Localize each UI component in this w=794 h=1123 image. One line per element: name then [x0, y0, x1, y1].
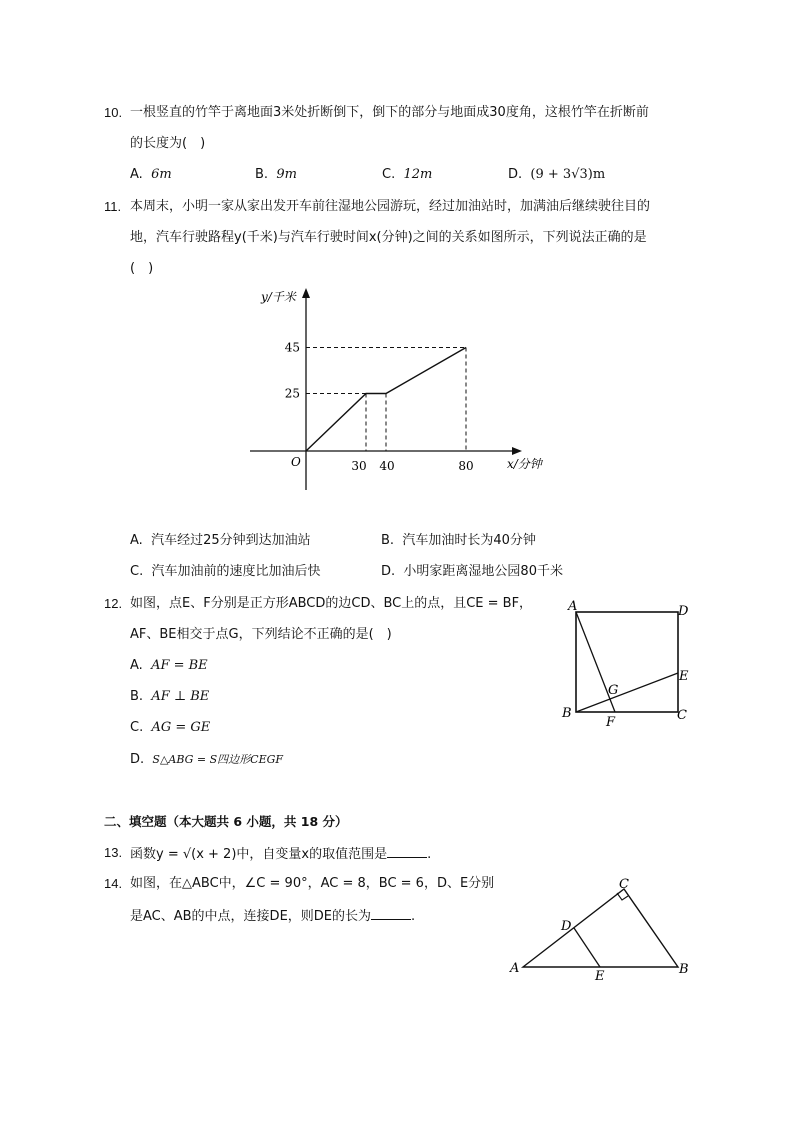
- label-f: F: [606, 715, 616, 730]
- x-axis-label: x/分钟: [507, 457, 542, 471]
- label-c: C: [619, 877, 629, 892]
- q12-option-d-label: D.: [130, 752, 145, 767]
- distance-time-chart: [240, 280, 560, 505]
- q11-text-line2: 地，汽车行驶路程y(千米)与汽车行驶时间x(分钟)之间的关系如图所示，下列说法正确的是: [130, 230, 647, 245]
- q11-option-a-label: A.: [130, 533, 143, 548]
- q13-answer-blank[interactable]: [387, 845, 427, 858]
- triangle-figure: [505, 872, 705, 984]
- q11-option-c-text: 汽车加油前的速度比加油后快: [151, 564, 321, 579]
- q11-option-c: [130, 564, 321, 580]
- x-tick-label: 30: [351, 459, 367, 473]
- segment-be: [576, 673, 678, 712]
- q12-option-a: [130, 658, 208, 674]
- section-title: 二、填空题（本大题共 6 小题，共 18 分）: [104, 814, 348, 829]
- q10-option-a-label: A.: [130, 167, 143, 182]
- y-axis-label: y/千米: [261, 290, 296, 304]
- q12-option-c-text: AG = GE: [151, 720, 211, 735]
- q10-option-d-text: (9 + 3√3)m: [530, 167, 606, 182]
- origin-label: O: [291, 455, 301, 469]
- q14-text-line2-before: 是AC、AB的中点，连接DE，则DE的长为: [130, 909, 372, 924]
- q11-option-b-text: 汽车加油时长为40分钟: [402, 533, 536, 548]
- q10-text-line2: 的长度为( ): [130, 136, 206, 151]
- q12-option-b-text: AF ⊥ BE: [151, 689, 210, 704]
- q11-text-line3: ( ): [130, 261, 154, 276]
- q13-text-after: .: [427, 847, 432, 862]
- q13-text: [130, 845, 431, 863]
- label-e: E: [595, 969, 605, 984]
- label-d: D: [678, 604, 689, 619]
- square-abcd: [576, 612, 678, 712]
- label-a: A: [568, 599, 578, 614]
- q11-number: 11.: [104, 199, 122, 214]
- q10-option-c-text: 12m: [403, 167, 433, 182]
- q11-option-d-text: 小明家距离湿地公园80千米: [403, 564, 563, 579]
- q12-option-d: [130, 752, 283, 768]
- triangle-abc: [523, 889, 678, 967]
- x-axis-arrow: [512, 447, 522, 455]
- q12-text-line1: 如图，点E、F分别是正方形ABCD的边CD、BC上的点，且CE = BF，: [130, 596, 533, 611]
- q10-option-a-text: 6m: [151, 167, 172, 182]
- q10-option-c-label: C.: [382, 167, 396, 182]
- q11-option-b: [381, 533, 536, 549]
- label-a: A: [510, 961, 520, 976]
- q11-text-line1: 本周末，小明一家从家出发开车前往湿地公园游玩，经过加油站时，加满油后继续驶往目的: [130, 199, 651, 214]
- q14-answer-blank[interactable]: [371, 907, 411, 920]
- q11-option-a-text: 汽车经过25分钟到达加油站: [151, 533, 311, 548]
- q10-option-b-label: B.: [255, 167, 269, 182]
- q12-option-a-label: A.: [130, 658, 143, 673]
- q10-option-b-text: 9m: [276, 167, 297, 182]
- label-b: B: [679, 962, 689, 977]
- q13-number: 13.: [104, 845, 123, 860]
- label-c: C: [677, 708, 687, 723]
- q10-text-line1: 一根竖直的竹竿于离地面3米处折断倒下，倒下的部分与地面成30度角，这根竹竿在折断前: [130, 105, 649, 120]
- segment-de: [574, 928, 600, 967]
- q12-option-c: [130, 720, 210, 736]
- q10-option-a: [130, 167, 172, 183]
- q11-option-b-label: B.: [381, 533, 395, 548]
- q12-option-d-text: S△ABG = S四边形CEGF: [152, 753, 284, 766]
- x-tick-label: 80: [458, 459, 474, 473]
- label-b: B: [562, 706, 572, 721]
- y-tick-label: 45: [284, 340, 300, 355]
- q12-option-b-label: B.: [130, 689, 144, 704]
- label-g: G: [608, 683, 619, 698]
- q11-option-a: [130, 533, 311, 549]
- y-axis-arrow: [302, 288, 310, 298]
- x-tick-label: 40: [379, 459, 395, 473]
- q11-option-d-label: D.: [381, 564, 396, 579]
- q10-option-b: [255, 167, 297, 183]
- label-d: D: [561, 919, 572, 934]
- q12-number: 12.: [104, 596, 123, 611]
- q12-option-b: [130, 689, 209, 705]
- q12-text-line2: AF、BE相交于点G，下列结论不正确的是( ): [130, 627, 392, 642]
- right-angle-mark: [617, 893, 628, 900]
- q14-text-line1: 如图，在△ABC中，∠C = 90°，AC = 8，BC = 6，D、E分别: [130, 876, 495, 891]
- q12-option-c-label: C.: [130, 720, 144, 735]
- q11-option-d: [381, 564, 563, 580]
- q14-text-line2-after: .: [411, 909, 416, 924]
- q14-text-line2: [130, 907, 415, 925]
- q14-number: 14.: [104, 876, 123, 891]
- q12-option-a-text: AF = BE: [151, 658, 208, 673]
- q10-option-c: [382, 167, 432, 183]
- label-e: E: [679, 669, 689, 684]
- q10-option-d: [508, 167, 605, 183]
- q10-number: 10.: [104, 105, 123, 120]
- series-line: [306, 348, 466, 452]
- square-figure: [555, 595, 705, 730]
- q11-option-c-label: C.: [130, 564, 144, 579]
- q13-text-before: 函数y = √(x + 2)中，自变量x的取值范围是: [130, 847, 388, 862]
- q10-option-d-label: D.: [508, 167, 523, 182]
- y-tick-label: 25: [284, 386, 300, 401]
